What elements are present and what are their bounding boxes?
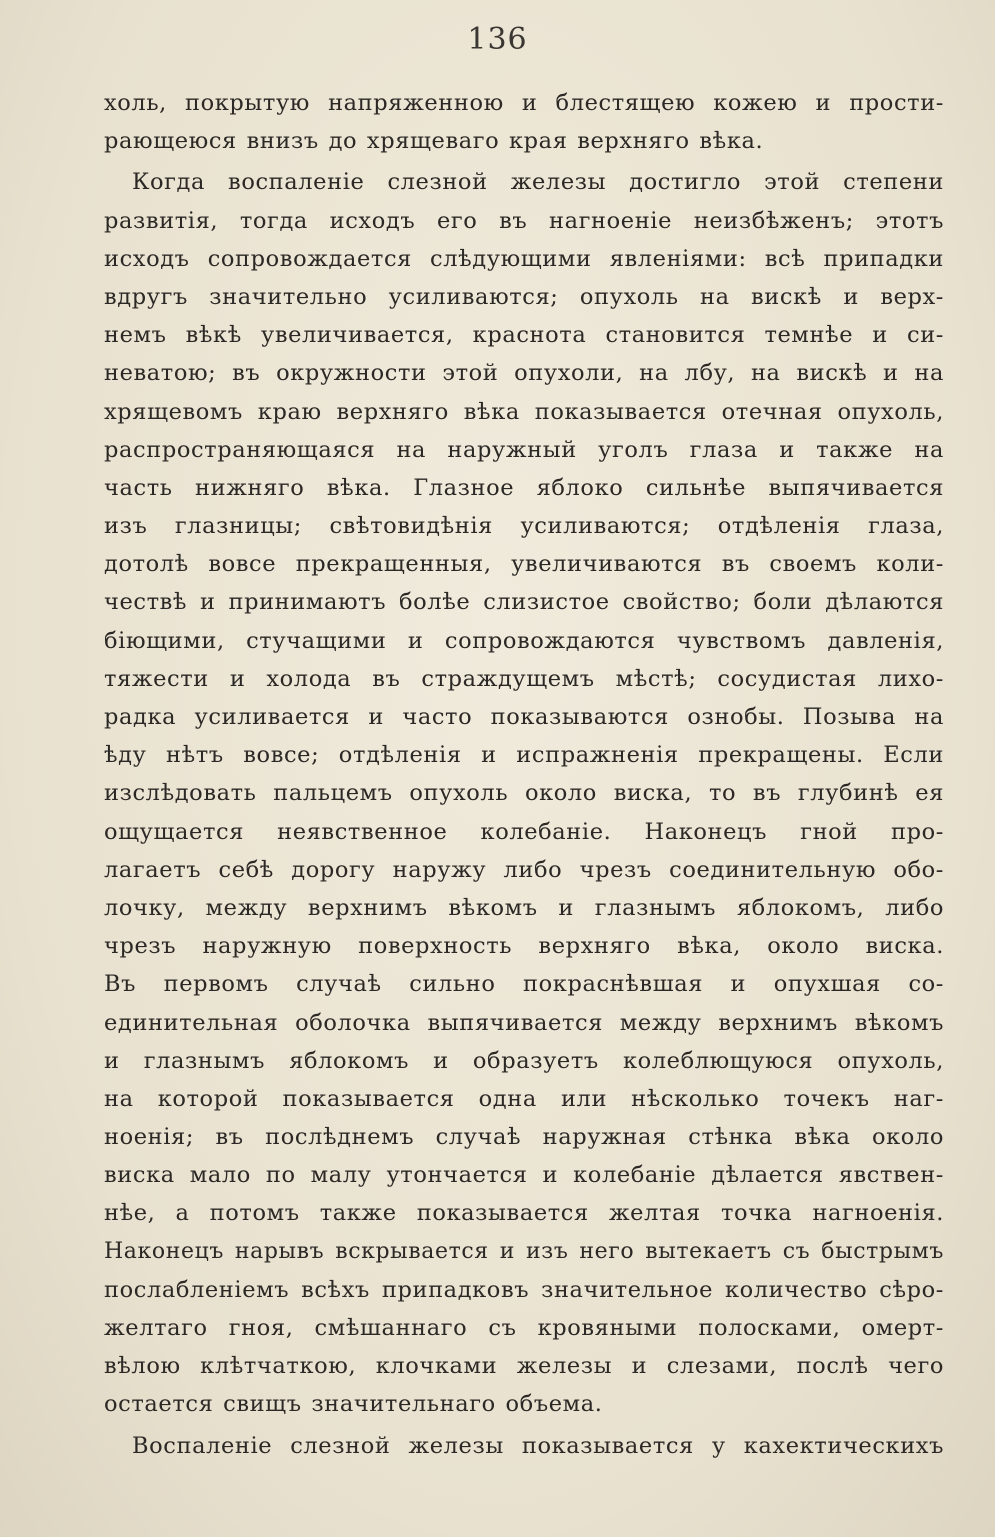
text-line: Воспаленіе слезной железы показывается у кахектическихъ <box>132 1432 944 1459</box>
text-line: рающеюся внизъ до хрящеваго края верхняго вѣка. <box>104 128 764 155</box>
text-line: нѣе, а потомъ также показывается желтая точка нагноенія. <box>104 1200 944 1227</box>
text-line: хрящевомъ краю верхняго вѣка показывается отечная опухоль, <box>104 398 944 425</box>
text-line: на которой показывается одна или нѣсколько точекъ наг- <box>104 1085 944 1112</box>
text-line: послабленіемъ всѣхъ припадковъ значительное количество сѣро- <box>104 1276 944 1303</box>
text-line: развитія, тогда исходъ его въ нагноеніе неизбѣженъ; этотъ <box>104 207 944 234</box>
text-line: ѣду нѣтъ вовсе; отдѣленія и испражненія прекращены. Если <box>104 742 944 769</box>
text-line: Когда воспаленіе слезной железы достигло этой степени <box>132 169 944 196</box>
text-line: вдругъ значительно усиливаются; опухоль на вискѣ и верх- <box>104 283 944 310</box>
text-line: желтаго гноя, смѣшаннаго съ кровяными полосками, омерт- <box>104 1315 944 1341</box>
page-number: 136 <box>467 22 528 57</box>
text-line: чрезъ наружную поверхность верхняго вѣка, около виска. <box>104 933 944 960</box>
text-line: изъ глазницы; свѣтовидѣнія усиливаются; отдѣленія глаза, <box>104 513 944 540</box>
body-text <box>104 84 944 1465</box>
text-line: ощущается неявственное колебаніе. Наконецъ гной про- <box>104 818 944 845</box>
text-line: распространяющаяся на наружный уголъ глаза и также на <box>104 436 944 463</box>
text-line: исходъ сопровождается слѣдующими явленіями: всѣ припадки <box>104 245 944 272</box>
paragraph <box>104 1427 944 1465</box>
text-line: остается свищъ значительнаго объема. <box>104 1391 603 1418</box>
text-line: ноенія; въ послѣднемъ случаѣ наружная стѣнка вѣка около <box>104 1124 944 1151</box>
text-line: единительная оболочка выпячивается между верхнимъ вѣкомъ <box>104 1009 944 1036</box>
text-line: біющими, стучащими и сопровождаются чувствомъ давленія, <box>104 627 944 654</box>
text-line: Наконецъ нарывъ вскрывается и изъ него вытекаетъ съ быстрымъ <box>104 1238 944 1264</box>
text-line: и глазнымъ яблокомъ и образуетъ колеблющуюся опухоль, <box>104 1047 944 1074</box>
text-line: вѣлою клѣтчаткою, клочками железы и слезами, послѣ чего <box>104 1353 944 1380</box>
paragraph <box>104 163 944 1423</box>
text-line: холь, покрытую напряженною и блестящею кожею и прости- <box>104 90 944 116</box>
text-line: часть нижняго вѣка. Глазное яблоко сильнѣе выпячивается <box>104 474 944 501</box>
text-line: тяжести и холода въ страждущемъ мѣстѣ; сосудистая лихо- <box>104 665 944 692</box>
text-line: виска мало по малу утончается и колебаніе дѣлается явствен- <box>104 1162 944 1189</box>
text-line: лагаетъ себѣ дорогу наружу либо чрезъ соединительную обо- <box>104 856 944 883</box>
text-line: дотолѣ вовсе прекращенныя, увеличиваются въ своемъ коли- <box>104 551 944 578</box>
text-line: неватою; въ окружности этой опухоли, на лбу, на вискѣ и на <box>104 360 944 387</box>
text-line: Въ первомъ случаѣ сильно покраснѣвшая и опухшая со- <box>104 971 944 998</box>
text-line: лочку, между верхнимъ вѣкомъ и глазнымъ яблокомъ, либо <box>104 894 944 921</box>
paragraph <box>104 84 944 160</box>
text-line: изслѣдовать пальцемъ опухоль около виска, то въ глубинѣ ея <box>104 780 944 807</box>
text-line: немъ вѣкѣ увеличивается, краснота становится темнѣе и си- <box>104 322 944 349</box>
text-line: радка усиливается и часто показываются ознобы. Позыва на <box>104 704 944 730</box>
text-line: чествѣ и принимаютъ болѣе слизистое свойство; боли дѣлаются <box>104 589 944 616</box>
